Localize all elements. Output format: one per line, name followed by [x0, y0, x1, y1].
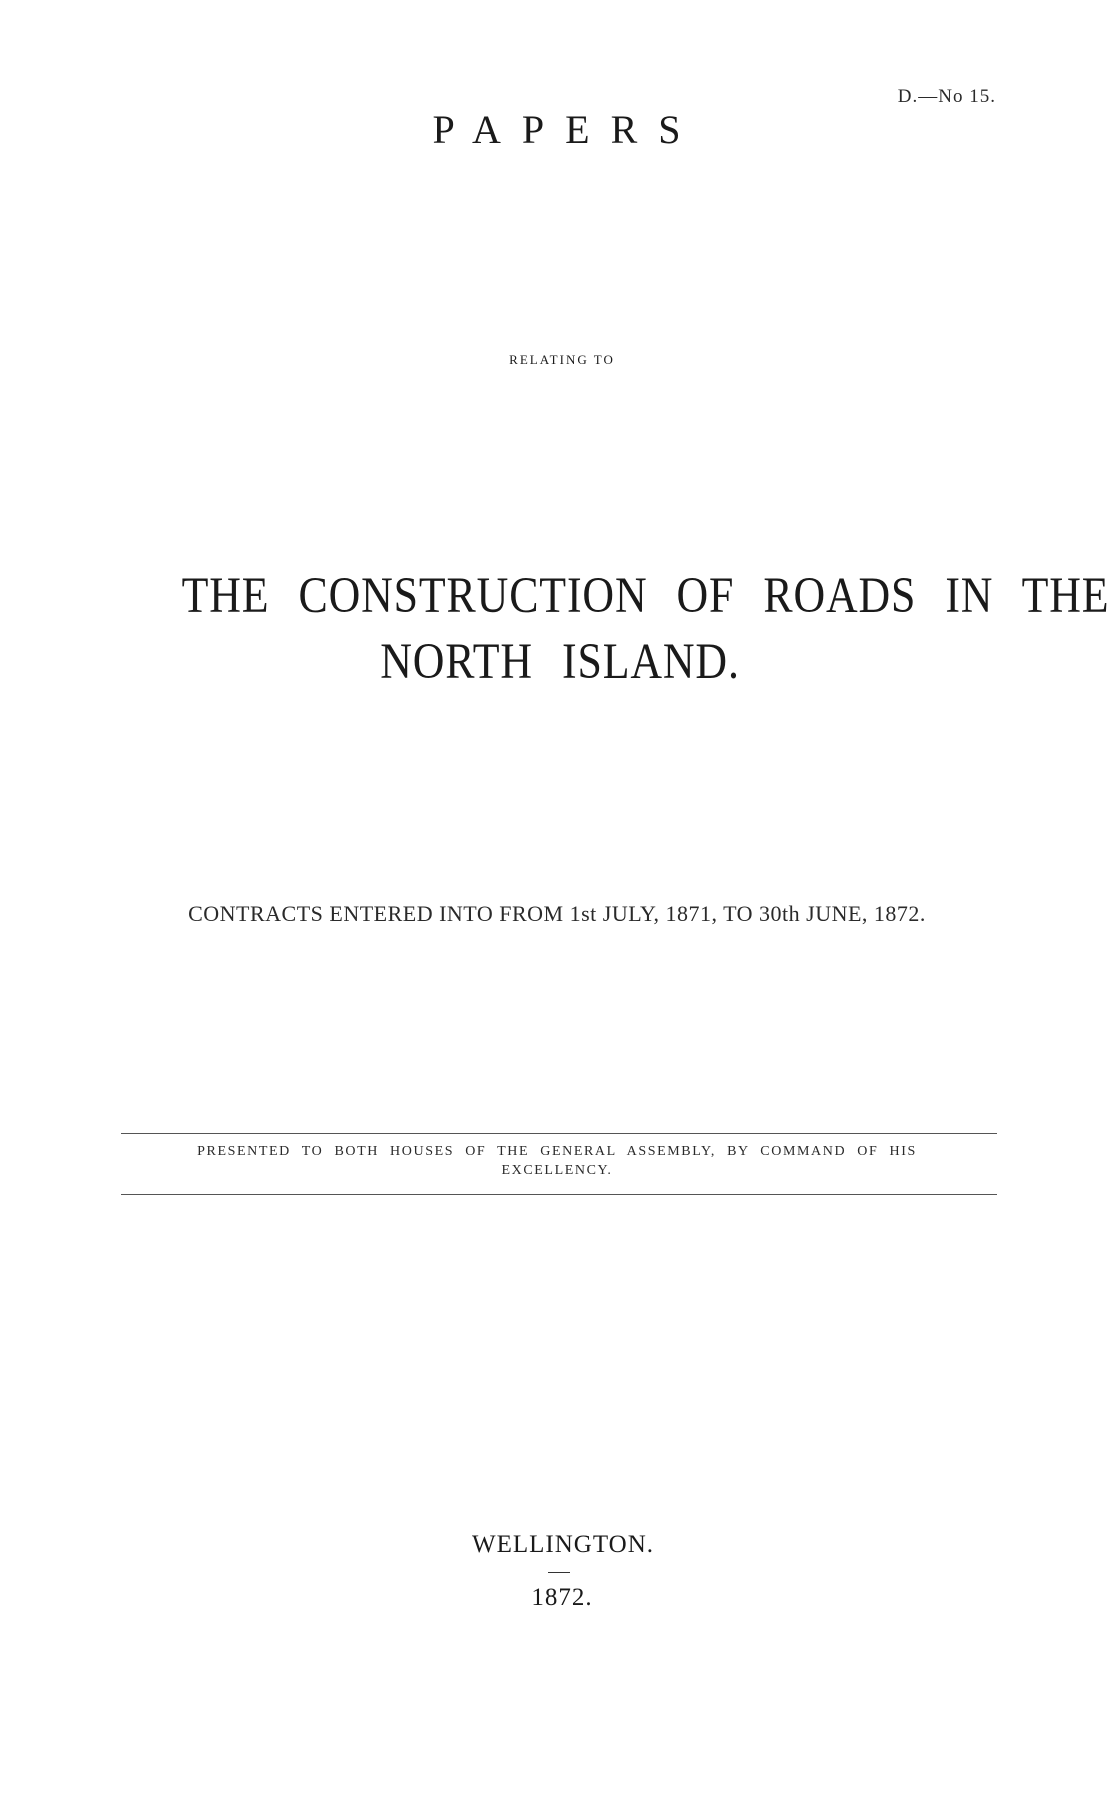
presentation-statement: PRESENTED TO BOTH HOUSES OF THE GENERAL ASSEMBLY, BY COMMAND OF HIS EXCELLENCY.	[197, 1144, 917, 1178]
contracts-subtitle: CONTRACTS ENTERED INTO FROM 1st JULY, 1871, TO 30th JUNE, 1872.	[188, 901, 926, 926]
bottom-divider	[121, 1194, 997, 1195]
imprint-divider	[548, 1572, 570, 1573]
imprint-place: WELLINGTON.	[471, 1531, 655, 1558]
main-title	[181, 563, 1110, 695]
relating-to-label: RELATING TO	[509, 352, 615, 367]
main-title-line-1: THE CONSTRUCTION OF ROADS IN THE	[181, 568, 1110, 624]
document-reference: D.—No 15.	[897, 86, 996, 107]
top-divider	[121, 1133, 997, 1134]
imprint-year: 1872.	[531, 1584, 593, 1611]
papers-heading: PAPERS	[432, 107, 702, 152]
main-title-line-2: NORTH ISLAND.	[380, 634, 740, 690]
